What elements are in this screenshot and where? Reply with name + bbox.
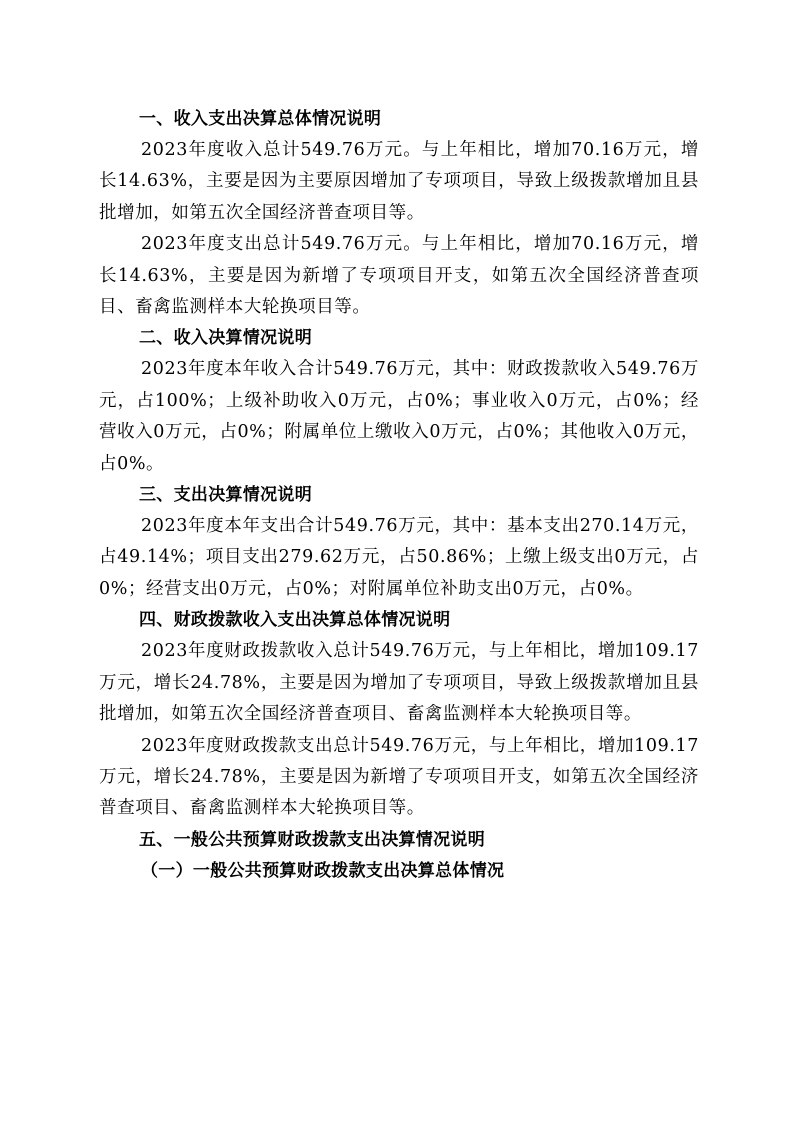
paragraph-expenditure-breakdown: 2023年度本年支出合计549.76万元，其中：基本支出270.14万元，占49.14%；项目支出279.62万元，占50.86%；上缴上级支出0万元，占0%；经营支出0万元，占0%；对附属单位补助支出0万元，占0%。 xyxy=(99,516,699,599)
section-heading-fiscal-appropriation: 四、财政拨款收入支出决算总体情况说明 xyxy=(139,610,451,631)
section-heading-income: 二、收入决算情况说明 xyxy=(139,328,312,349)
paragraph-income-breakdown: 2023年度本年收入合计549.76万元，其中：财政拨款收入549.76万元，占100%；上级补助收入0万元，占0%；事业收入0万元，占0%；经营收入0万元，占0%；附属单位上缴收入0万元，占0%；其他收入0万元，占0%。 xyxy=(99,359,699,474)
paragraph-fiscal-appropriation-expenditure: 2023年度财政拨款支出总计549.76万元，与上年相比，增加109.17万元，增长24.78%，主要是因为新增了专项项目开支，如第五次全国经济普查项目、畜禽监测样本大轮换项目等。 xyxy=(99,735,699,819)
section-heading-income-expenditure-overview: 一、收入支出决算总体情况说明 xyxy=(139,109,382,129)
paragraph-fiscal-appropriation-income: 2023年度财政拨款收入总计549.76万元，与上年相比，增加109.17万元，增长24.78%，主要是因为增加了专项项目，导致上级拨款增加且县批增加，如第五次全国经济普查项目、畜禽监测样本大轮换项目等。 xyxy=(99,641,699,725)
subsection-heading-general-public-budget-overview: （一）一般公共预算财政拨款支出决算总体情况 xyxy=(141,860,505,881)
document-body xyxy=(99,104,699,887)
section-heading-expenditure: 三、支出决算情况说明 xyxy=(139,485,312,506)
paragraph-total-expenditure: 2023年度支出总计549.76万元。与上年相比，增加70.16万元，增长14.63%，主要是因为新增了专项项目开支，如第五次全国经济普查项目、畜禽监测样本大轮换项目等。 xyxy=(99,234,699,318)
paragraph-total-income: 2023年度收入总计549.76万元。与上年相比，增加70.16万元，增长14.63%，主要是因为主要原因增加了专项项目，导致上级拨款增加且县批增加，如第五次全国经济普查项目等。 xyxy=(99,140,699,223)
section-heading-general-public-budget: 五、一般公共预算财政拨款支出决算情况说明 xyxy=(139,829,485,850)
